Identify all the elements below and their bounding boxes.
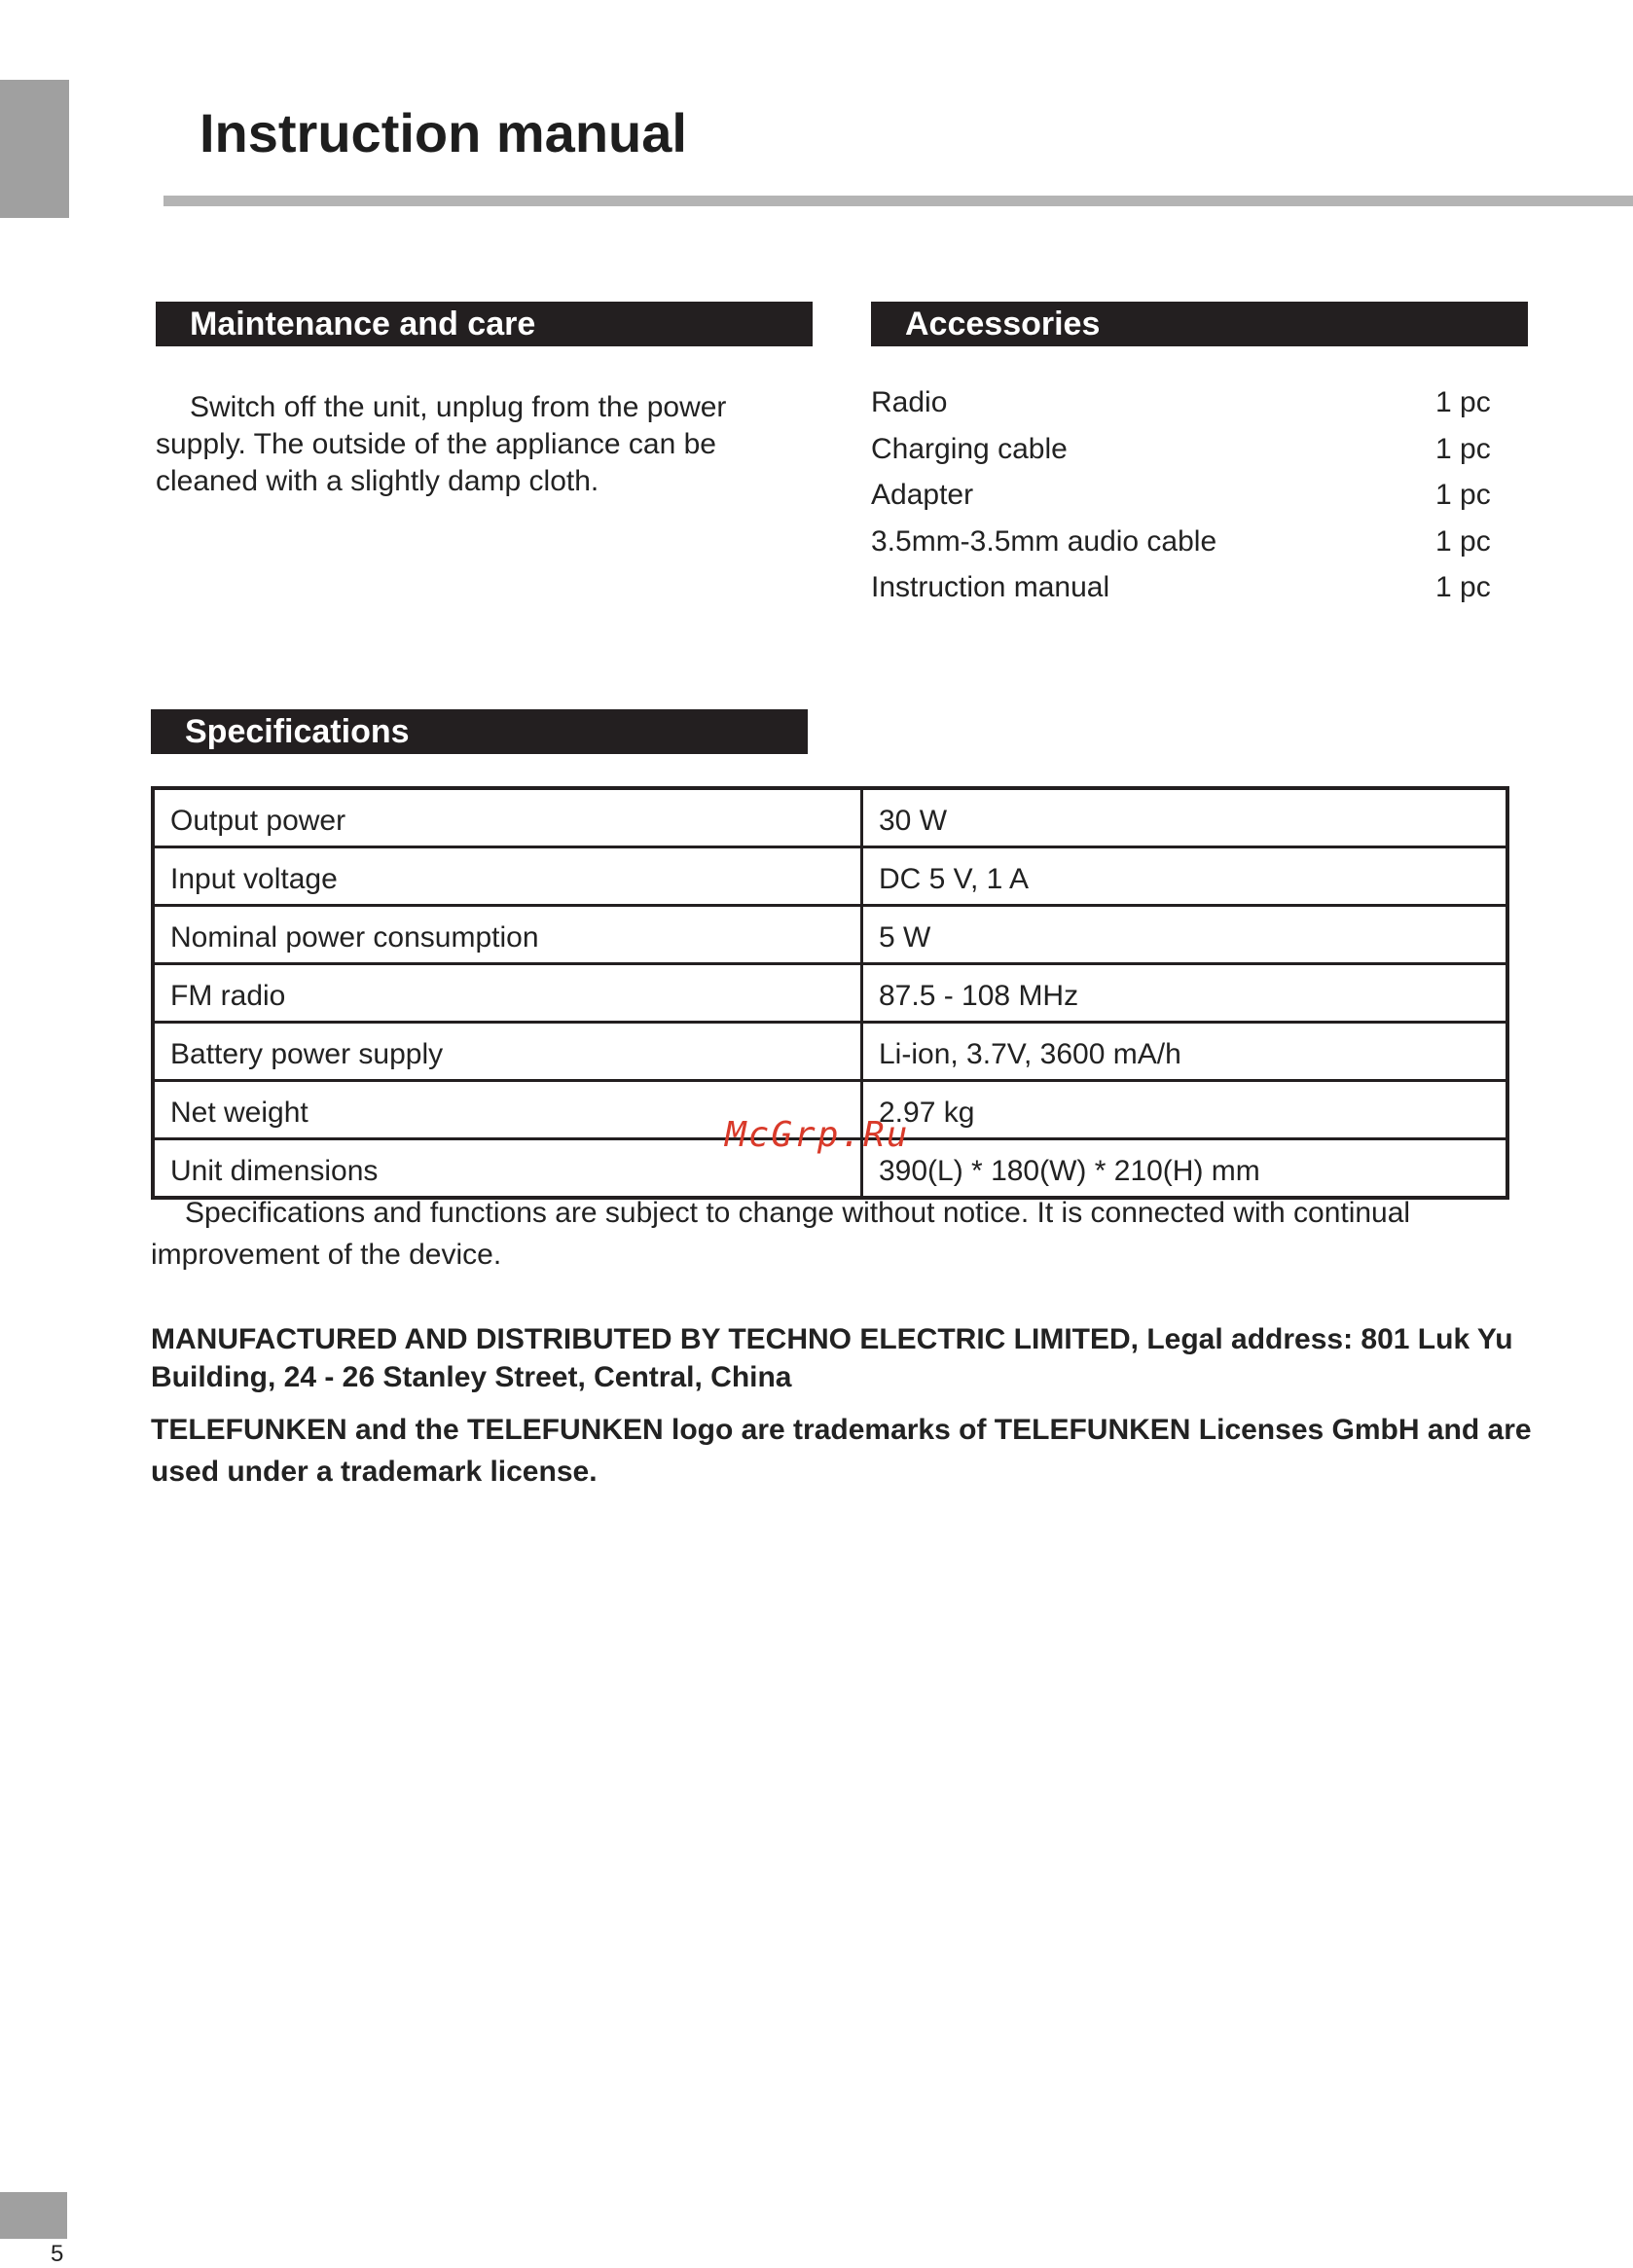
accessories-list xyxy=(871,379,1494,611)
maintenance-text: Switch off the unit, unplug from the power supply. The outside of the appliance can be cleaned with a slightly damp cloth. xyxy=(156,391,727,497)
accessory-item xyxy=(871,426,1494,473)
table-row xyxy=(153,1023,1507,1081)
trademark-notice: TELEFUNKEN and the TELEFUNKEN logo are trademarks of TELEFUNKEN Licenses GmbH and are used under a trademark license. xyxy=(151,1414,1532,1488)
spec-value: 30 W xyxy=(862,788,1508,847)
accessory-qty: 1 pc xyxy=(1435,479,1491,511)
accessory-qty: 1 pc xyxy=(1435,432,1491,465)
page-number: 5 xyxy=(51,2241,64,2267)
spec-value: Li-ion, 3.7V, 3600 mA/h xyxy=(862,1023,1508,1081)
accessory-qty: 1 pc xyxy=(1435,571,1491,603)
page-title: Instruction manual xyxy=(200,102,687,163)
watermark-text: McGrp.Ru xyxy=(725,1115,910,1155)
spec-label: Unit dimensions xyxy=(153,1139,862,1199)
spec-label: Net weight xyxy=(153,1081,862,1139)
spec-label: Input voltage xyxy=(153,847,862,906)
accessory-name: 3.5mm-3.5mm audio cable xyxy=(871,524,1217,558)
manufacturer-info: MANUFACTURED AND DISTRIBUTED BY TECHNO ELECTRIC LIMITED, Legal address: 801 Luk Yu Building, 24 - 26 Stanley Street, Central, China xyxy=(151,1323,1513,1393)
spec-label: Battery power supply xyxy=(153,1023,862,1081)
accessory-item xyxy=(871,379,1494,426)
accessory-item xyxy=(871,519,1494,565)
accessories-heading: Accessories xyxy=(871,302,1528,346)
accessory-item xyxy=(871,472,1494,519)
spec-label: Output power xyxy=(153,788,862,847)
title-divider xyxy=(163,196,1633,206)
page-edge-tab-bottom xyxy=(0,2192,67,2239)
spec-label: Nominal power consumption xyxy=(153,906,862,964)
accessory-name: Adapter xyxy=(871,479,974,511)
spec-value: DC 5 V, 1 A xyxy=(862,847,1508,906)
accessory-item xyxy=(871,564,1494,611)
accessory-name: Radio xyxy=(871,386,948,418)
spec-value: 390(L) * 180(W) * 210(H) mm xyxy=(862,1139,1508,1199)
table-row xyxy=(153,847,1507,906)
maintenance-heading: Maintenance and care xyxy=(156,302,813,346)
specifications-heading: Specifications xyxy=(151,709,808,754)
table-row xyxy=(153,964,1507,1023)
accessory-name: Charging cable xyxy=(871,432,1068,465)
spec-value: 87.5 - 108 MHz xyxy=(862,964,1508,1023)
table-row xyxy=(153,906,1507,964)
accessory-qty: 1 pc xyxy=(1435,524,1491,558)
spec-value: 5 W xyxy=(862,906,1508,964)
specifications-note: Specifications and functions are subject to change without notice. It is connected with continual improvement of the device. xyxy=(151,1197,1411,1271)
table-row xyxy=(153,788,1507,847)
page-edge-tab-top xyxy=(0,80,69,218)
accessory-name: Instruction manual xyxy=(871,571,1110,603)
spec-label: FM radio xyxy=(153,964,862,1023)
spec-value: 2.97 kg xyxy=(862,1081,1508,1139)
accessory-qty: 1 pc xyxy=(1435,386,1491,418)
